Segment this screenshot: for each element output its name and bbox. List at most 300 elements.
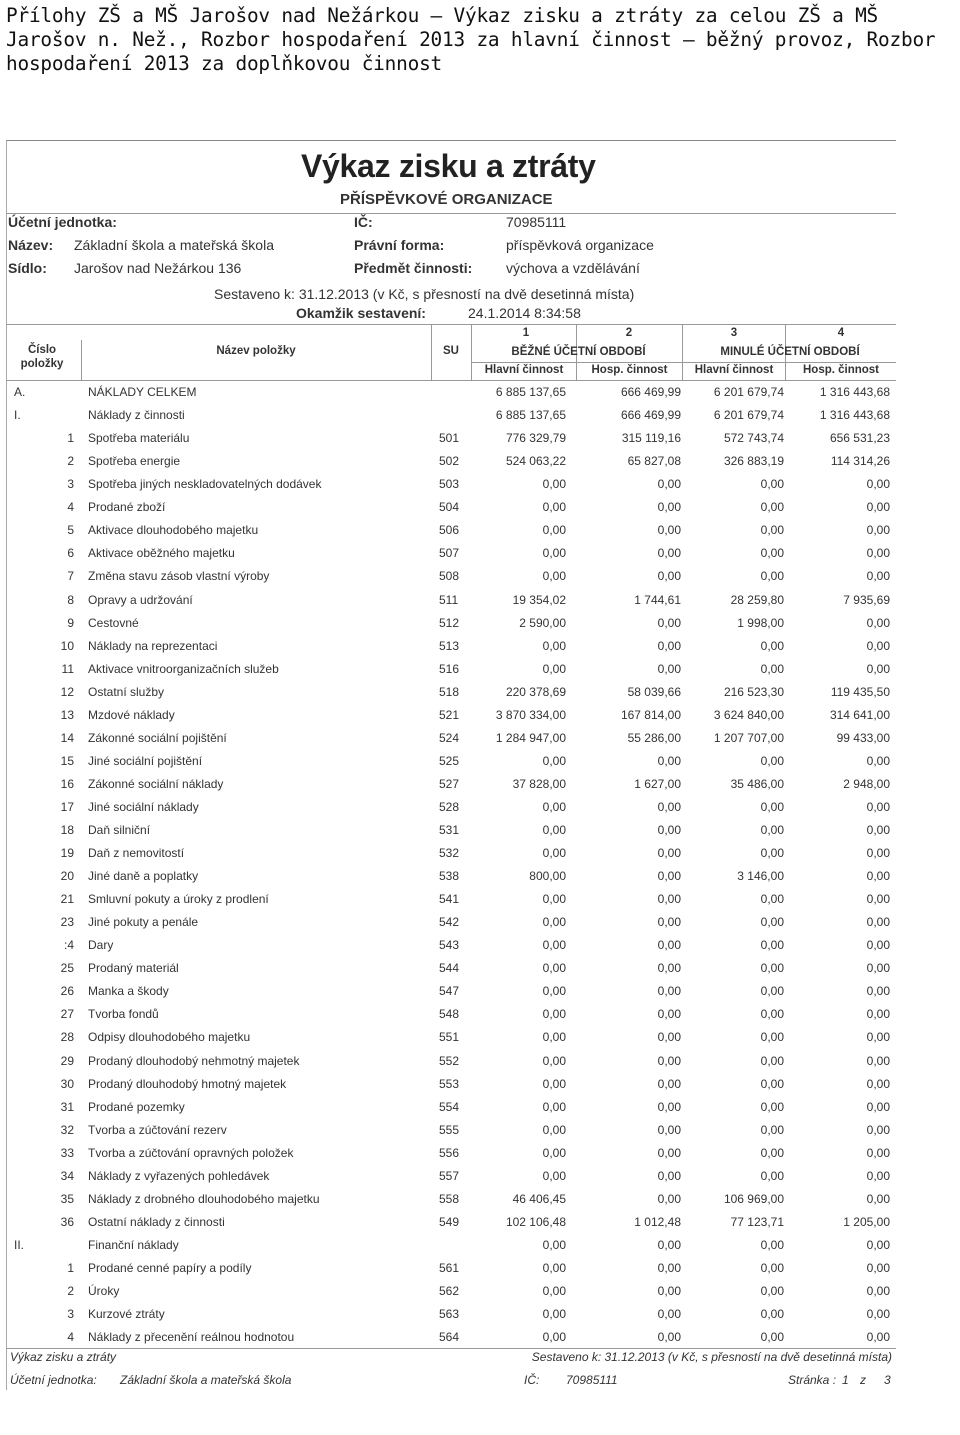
current-main-value: 0,00	[542, 1145, 566, 1160]
current-econ-value: 0,00	[657, 1284, 681, 1298]
current-main-value: 0,00	[542, 915, 566, 930]
moment-label: Okamžik sestavení:	[296, 305, 426, 321]
current-econ-value: 0,00	[657, 869, 681, 883]
page-heading: Přílohy ZŠ a MŠ Jarošov nad Nežárkou – Výkaz zisku a ztráty za celou ZŠ a MŠ Jarošov n. Než., Rozbor hospodaření 2013 za hlavní činnost – běžný provoz, Rozbor hospodaření 2013 za doplňkovou činnost	[6, 4, 936, 75]
row-su: 504	[439, 500, 460, 515]
row-name: Prodané zboží	[88, 500, 166, 515]
row-number: 21	[60, 892, 74, 907]
footer-compiled: Sestaveno k: 31.12.2013 (v Kč, s přesností na dvě desetinná místa)	[531, 1350, 892, 1364]
table-row	[6, 1051, 896, 1074]
row-su: 503	[439, 477, 460, 492]
current-main-value: 0,00	[542, 753, 566, 768]
row-name: Spotřeba jiných neskladovatelných dodávek	[88, 477, 322, 492]
row-su: 502	[439, 454, 460, 469]
table-row	[6, 797, 896, 820]
row-name: Náklady na reprezentaci	[88, 638, 218, 653]
table-row	[6, 820, 896, 843]
previous-main-value: 0,00	[760, 1030, 784, 1045]
header-su: SU	[443, 345, 459, 357]
current-econ-value: 0,00	[657, 1307, 681, 1321]
current-econ-value: 0,00	[657, 799, 681, 814]
row-number: 10	[60, 638, 74, 653]
previous-econ-value: 0,00	[866, 869, 890, 883]
row-number: 36	[60, 1214, 74, 1229]
footer-page-total: 3	[884, 1373, 891, 1387]
previous-main-value: 6 201 679,74	[713, 408, 784, 423]
table-row	[6, 1258, 896, 1281]
row-number: 3	[67, 477, 74, 492]
table-row	[6, 566, 896, 589]
row-name: Zákonné sociální náklady	[88, 776, 224, 791]
previous-econ-value: 0,00	[866, 569, 890, 584]
previous-econ-value: 0,00	[866, 500, 890, 515]
table-row	[6, 1235, 896, 1258]
row-number: 31	[60, 1099, 74, 1114]
row-number: 4	[67, 1330, 74, 1345]
row-su: 532	[439, 846, 460, 860]
row-number: 1	[67, 1260, 74, 1275]
row-su: 541	[439, 892, 460, 907]
row-number: 20	[60, 869, 74, 883]
previous-main-value: 326 883,19	[723, 454, 784, 469]
divider	[6, 380, 896, 381]
table-row	[6, 543, 896, 566]
row-su: 561	[439, 1260, 460, 1275]
current-main-value: 0,00	[542, 1099, 566, 1114]
current-econ-value: 0,00	[657, 1030, 681, 1045]
row-number: 32	[60, 1122, 74, 1137]
previous-main-value: 0,00	[760, 753, 784, 768]
row-number: 9	[67, 615, 74, 630]
previous-econ-value: 0,00	[866, 1007, 890, 1022]
previous-econ-value: 0,00	[866, 1145, 890, 1160]
current-econ-value: 666 469,99	[620, 408, 681, 423]
row-number: 16	[60, 776, 74, 791]
previous-main-value: 0,00	[760, 915, 784, 930]
table-row	[6, 889, 896, 912]
current-econ-value: 0,00	[657, 638, 681, 653]
row-number: 23	[60, 915, 74, 930]
row-su: 562	[439, 1284, 460, 1298]
current-econ-value: 315 119,16	[621, 431, 681, 446]
row-name: Ostatní služby	[88, 684, 165, 699]
divider	[6, 324, 896, 325]
previous-main-value: 0,00	[760, 1145, 784, 1160]
row-number: 2	[67, 454, 74, 469]
current-main-value: 776 329,79	[505, 431, 566, 446]
previous-econ-value: 0,00	[866, 1122, 890, 1137]
current-econ-value: 0,00	[657, 892, 681, 907]
table-row	[6, 958, 896, 981]
current-main-value: 0,00	[542, 846, 566, 860]
row-su: 548	[439, 1007, 460, 1022]
current-econ-value: 0,00	[657, 500, 681, 515]
table-row	[6, 636, 896, 659]
previous-econ-value: 0,00	[866, 523, 890, 538]
row-number: 15	[60, 753, 74, 768]
current-econ-value: 167 814,00	[620, 707, 681, 722]
row-su: 516	[439, 661, 460, 676]
previous-econ-value: 0,00	[866, 892, 890, 907]
previous-main-value: 0,00	[760, 892, 784, 907]
current-econ-value: 0,00	[657, 546, 681, 561]
current-econ-value: 0,00	[657, 1237, 681, 1252]
row-number: 18	[60, 823, 74, 837]
current-main-value: 0,00	[542, 500, 566, 515]
row-name: Prodané pozemky	[88, 1099, 185, 1114]
previous-econ-value: 0,00	[866, 615, 890, 630]
current-econ-value: 58 039,66	[627, 684, 681, 699]
row-su: 512	[439, 615, 460, 630]
row-su: 501	[439, 431, 460, 446]
row-su: 563	[439, 1307, 460, 1321]
row-number: 17	[60, 799, 74, 814]
row-name: Manka a škody	[88, 984, 169, 999]
activity-label: Předmět činnosti:	[354, 260, 473, 276]
current-main-value: 1 284 947,00	[495, 730, 566, 745]
current-econ-value: 0,00	[657, 1122, 681, 1137]
table-row	[6, 774, 896, 797]
row-name: Ostatní náklady z činnosti	[88, 1214, 225, 1229]
previous-main-value: 0,00	[760, 961, 784, 976]
row-name: Úroky	[88, 1284, 120, 1298]
current-main-value: 524 063,22	[505, 454, 566, 469]
table-row	[6, 866, 896, 889]
current-econ-value: 0,00	[657, 1168, 681, 1183]
previous-econ-value: 0,00	[866, 1260, 890, 1275]
previous-main-value: 0,00	[760, 1099, 784, 1114]
previous-econ-value: 0,00	[866, 1237, 890, 1252]
current-main-value: 6 885 137,65	[495, 408, 566, 423]
previous-main-value: 572 743,74	[723, 431, 784, 446]
row-name: Jiné sociální náklady	[88, 799, 199, 814]
previous-econ-value: 2 948,00	[843, 776, 890, 791]
table-row	[6, 1120, 896, 1143]
previous-main-value: 6 201 679,74	[713, 385, 784, 399]
row-number: 11	[61, 661, 74, 676]
previous-main-value: 0,00	[760, 1237, 784, 1252]
current-econ-value: 0,00	[657, 1076, 681, 1091]
row-name: Spotřeba energie	[88, 454, 181, 469]
col-number: 2	[625, 327, 633, 339]
current-econ-value: 0,00	[657, 915, 681, 930]
row-name: Jiné sociální pojištění	[88, 753, 203, 768]
current-econ-value: 55 286,00	[627, 730, 681, 745]
current-econ-value: 666 469,99	[620, 385, 681, 399]
previous-main-value: 216 523,30	[723, 684, 784, 699]
current-main-value: 0,00	[542, 1007, 566, 1022]
previous-main-value: 0,00	[760, 1076, 784, 1091]
previous-main-value: 106 969,00	[723, 1191, 784, 1206]
current-econ-value: 0,00	[657, 615, 681, 630]
current-econ-value: 0,00	[657, 523, 681, 538]
row-name: Daň silniční	[88, 823, 151, 837]
row-su: 558	[439, 1191, 460, 1206]
current-main-value: 0,00	[542, 546, 566, 561]
row-name: Náklady z vyřazených pohledávek	[88, 1168, 270, 1183]
previous-econ-value: 0,00	[866, 661, 890, 676]
current-econ-value: 0,00	[657, 1007, 681, 1022]
current-main-value: 0,00	[542, 1284, 566, 1298]
current-econ-value: 0,00	[657, 1260, 681, 1275]
row-su: 518	[439, 684, 460, 699]
table-row	[6, 682, 896, 705]
table-row	[6, 1304, 896, 1327]
row-number: 12	[60, 684, 74, 699]
previous-econ-value: 0,00	[866, 846, 890, 860]
table-row	[6, 1074, 896, 1097]
table-row	[6, 981, 896, 1004]
previous-main-value: 0,00	[760, 1330, 784, 1345]
current-econ-value: 1 744,61	[634, 592, 681, 607]
table-row	[6, 497, 896, 520]
current-econ-value: 0,00	[657, 1053, 681, 1068]
row-number: 5	[67, 523, 74, 538]
previous-main-value: 1 207 707,00	[713, 730, 784, 745]
previous-econ-value: 0,00	[866, 1330, 890, 1345]
previous-main-value: 0,00	[760, 546, 784, 561]
header-previous-period: MINULÉ ÚČETNÍ OBDOBÍ	[720, 346, 860, 358]
row-name: Tvorba a zúčtování opravných položek	[88, 1145, 294, 1160]
current-econ-value: 0,00	[657, 938, 681, 953]
previous-econ-value: 0,00	[866, 1076, 890, 1091]
previous-econ-value: 0,00	[866, 1284, 890, 1298]
previous-econ-value: 114 314,26	[830, 454, 890, 469]
previous-econ-value: 0,00	[866, 915, 890, 930]
row-name: Aktivace oběžného majetku	[88, 546, 235, 561]
previous-econ-value: 1 205,00	[843, 1214, 890, 1229]
row-su: 531	[439, 823, 460, 837]
name-value: Základní škola a mateřská škola	[74, 237, 274, 253]
report-title: Výkaz zisku a ztráty	[301, 148, 596, 184]
row-su: 511	[439, 592, 459, 607]
previous-main-value: 0,00	[760, 846, 784, 860]
header-main-activity: Hlavní činnost	[484, 364, 564, 376]
row-section: II.	[14, 1237, 25, 1252]
previous-main-value: 28 259,80	[730, 592, 784, 607]
current-main-value: 0,00	[542, 1237, 566, 1252]
table-row	[6, 935, 896, 958]
row-name: Zákonné sociální pojištění	[88, 730, 227, 745]
row-su: 525	[439, 753, 460, 768]
row-number: 2	[67, 1284, 74, 1298]
table-row	[6, 590, 896, 613]
footer-unit-value: Základní škola a mateřská škola	[120, 1373, 292, 1387]
current-econ-value: 0,00	[657, 1145, 681, 1160]
row-su: 508	[439, 569, 460, 584]
previous-econ-value: 0,00	[866, 1168, 890, 1183]
current-main-value: 0,00	[542, 1053, 566, 1068]
row-su: 555	[439, 1122, 460, 1137]
footer-page-label: Stránka :	[788, 1373, 837, 1387]
compiled-note: Sestaveno k: 31.12.2013 (v Kč, s přesností na dvě desetinná místa)	[214, 286, 635, 302]
row-name: Smluvní pokuty a úroky z prodlení	[88, 892, 269, 907]
previous-econ-value: 0,00	[866, 477, 890, 492]
table-row	[6, 728, 896, 751]
row-number: 7	[67, 569, 74, 584]
header-polozky: položky	[20, 358, 64, 370]
previous-main-value: 0,00	[760, 1122, 784, 1137]
row-number: 29	[60, 1053, 74, 1068]
previous-main-value: 0,00	[760, 1260, 784, 1275]
previous-econ-value: 1 316 443,68	[819, 408, 890, 423]
ic-value: 70985111	[506, 214, 567, 230]
previous-main-value: 0,00	[760, 1053, 784, 1068]
row-number: 30	[60, 1076, 74, 1091]
previous-econ-value: 0,00	[866, 1191, 890, 1206]
row-number: 26	[60, 984, 74, 999]
row-su: 557	[439, 1168, 460, 1183]
row-number: 14	[60, 730, 74, 745]
current-main-value: 220 378,69	[505, 684, 566, 699]
row-number: 4	[67, 500, 74, 515]
current-main-value: 0,00	[542, 984, 566, 999]
row-name: Finanční náklady	[88, 1237, 179, 1252]
previous-main-value: 3 146,00	[737, 869, 784, 883]
row-su: 552	[439, 1053, 460, 1068]
row-name: Náklady z přecenění reálnou hodnotou	[88, 1330, 295, 1345]
row-name: Jiné daně a poplatky	[88, 869, 199, 883]
previous-main-value: 0,00	[760, 569, 784, 584]
current-main-value: 0,00	[542, 1076, 566, 1091]
row-number: 34	[60, 1168, 74, 1183]
previous-main-value: 35 486,00	[730, 776, 784, 791]
table-row	[6, 405, 896, 428]
previous-main-value: 0,00	[760, 1007, 784, 1022]
previous-econ-value: 0,00	[866, 753, 890, 768]
current-main-value: 2 590,00	[519, 615, 566, 630]
row-name: Kurzové ztráty	[88, 1307, 165, 1321]
row-su: 544	[439, 961, 460, 976]
previous-econ-value: 314 641,00	[829, 707, 890, 722]
legal-form-value: příspěvková organizace	[506, 237, 654, 253]
row-name: Tvorba fondů	[88, 1007, 159, 1022]
current-main-value: 0,00	[542, 523, 566, 538]
current-main-value: 0,00	[542, 892, 566, 907]
row-name: Odpisy dlouhodobého majetku	[88, 1030, 251, 1045]
header-main-activity: Hlavní činnost	[694, 364, 774, 376]
table-row	[6, 382, 896, 405]
previous-main-value: 0,00	[760, 1307, 784, 1321]
previous-main-value: 0,00	[760, 1284, 784, 1298]
row-su: 527	[439, 776, 460, 791]
previous-main-value: 0,00	[760, 938, 784, 953]
current-econ-value: 0,00	[657, 961, 681, 976]
table-row	[6, 1189, 896, 1212]
current-main-value: 0,00	[542, 569, 566, 584]
header-current-period: BĚŽNÉ ÚČETNÍ OBDOBÍ	[511, 346, 646, 358]
previous-main-value: 77 123,71	[730, 1214, 784, 1229]
previous-main-value: 3 624 840,00	[713, 707, 784, 722]
table-row	[6, 1281, 896, 1304]
footer-page-of: z	[860, 1373, 866, 1387]
current-main-value: 0,00	[542, 799, 566, 814]
table-row	[6, 451, 896, 474]
row-number: 13	[60, 707, 74, 722]
row-name: Tvorba a zúčtování rezerv	[88, 1122, 227, 1137]
row-su: 542	[439, 915, 460, 930]
row-name: Spotřeba materiálu	[88, 431, 190, 446]
row-number: 35	[60, 1191, 74, 1206]
previous-main-value: 1 998,00	[737, 615, 784, 630]
current-main-value: 3 870 334,00	[495, 707, 566, 722]
current-econ-value: 0,00	[657, 1330, 681, 1345]
current-econ-value: 1 012,48	[634, 1214, 681, 1229]
previous-econ-value: 0,00	[866, 823, 890, 837]
current-main-value: 0,00	[542, 1168, 566, 1183]
row-name: Aktivace dlouhodobého majetku	[88, 523, 259, 538]
current-main-value: 0,00	[542, 1307, 566, 1321]
row-number: 1	[67, 431, 74, 446]
table-row	[6, 613, 896, 636]
row-name: Mzdové náklady	[88, 707, 175, 722]
row-su: 528	[439, 799, 460, 814]
row-name: Aktivace vnitroorganizačních služeb	[88, 661, 279, 676]
current-main-value: 37 828,00	[512, 776, 566, 791]
row-su: 543	[439, 938, 460, 953]
previous-main-value: 0,00	[760, 823, 784, 837]
footer-unit-label: Účetní jednotka:	[10, 1373, 97, 1387]
ic-label: IČ:	[354, 214, 373, 230]
row-su: 551	[439, 1030, 460, 1045]
col-number: 1	[522, 327, 530, 339]
table-row	[6, 659, 896, 682]
current-econ-value: 65 827,08	[627, 454, 681, 469]
table-row	[6, 1166, 896, 1189]
previous-econ-value: 0,00	[866, 799, 890, 814]
col-number: 3	[730, 327, 738, 339]
row-name: Prodaný dlouhodobý nehmotný majetek	[88, 1053, 300, 1068]
row-su: 554	[439, 1099, 460, 1114]
footer-ic-label: IČ:	[524, 1373, 540, 1387]
table-row	[6, 705, 896, 728]
current-main-value: 0,00	[542, 1030, 566, 1045]
current-main-value: 0,00	[542, 823, 566, 837]
row-name: Daň z nemovitostí	[88, 846, 185, 860]
name-label: Název:	[8, 237, 54, 253]
scanned-report	[6, 140, 896, 1390]
row-number: 6	[67, 546, 74, 561]
previous-econ-value: 0,00	[866, 961, 890, 976]
header-name: Název položky	[216, 345, 296, 357]
row-name: Prodaný dlouhodobý hmotný majetek	[88, 1076, 287, 1091]
previous-econ-value: 0,00	[866, 1307, 890, 1321]
table-row	[6, 520, 896, 543]
row-su: 549	[439, 1214, 460, 1229]
table-row	[6, 912, 896, 935]
row-su: 524	[439, 730, 460, 745]
table-row	[6, 1004, 896, 1027]
row-number: 8	[67, 592, 74, 607]
divider	[431, 324, 432, 380]
footer-report-name: Výkaz zisku a ztráty	[10, 1350, 117, 1364]
previous-main-value: 0,00	[760, 638, 784, 653]
current-econ-value: 0,00	[657, 477, 681, 492]
previous-main-value: 0,00	[760, 984, 784, 999]
row-name: Náklady z činnosti	[88, 408, 185, 423]
col-number: 4	[837, 327, 845, 339]
legal-form-label: Právní forma:	[354, 237, 445, 253]
row-su: 513	[439, 638, 460, 653]
previous-econ-value: 0,00	[866, 1030, 890, 1045]
table-row	[6, 1027, 896, 1050]
current-main-value: 19 354,02	[512, 592, 566, 607]
row-number: 33	[60, 1145, 74, 1160]
row-su: 547	[439, 984, 460, 999]
table-row	[6, 428, 896, 451]
footer-page-number: 1	[842, 1373, 849, 1387]
current-econ-value: 0,00	[657, 1191, 681, 1206]
